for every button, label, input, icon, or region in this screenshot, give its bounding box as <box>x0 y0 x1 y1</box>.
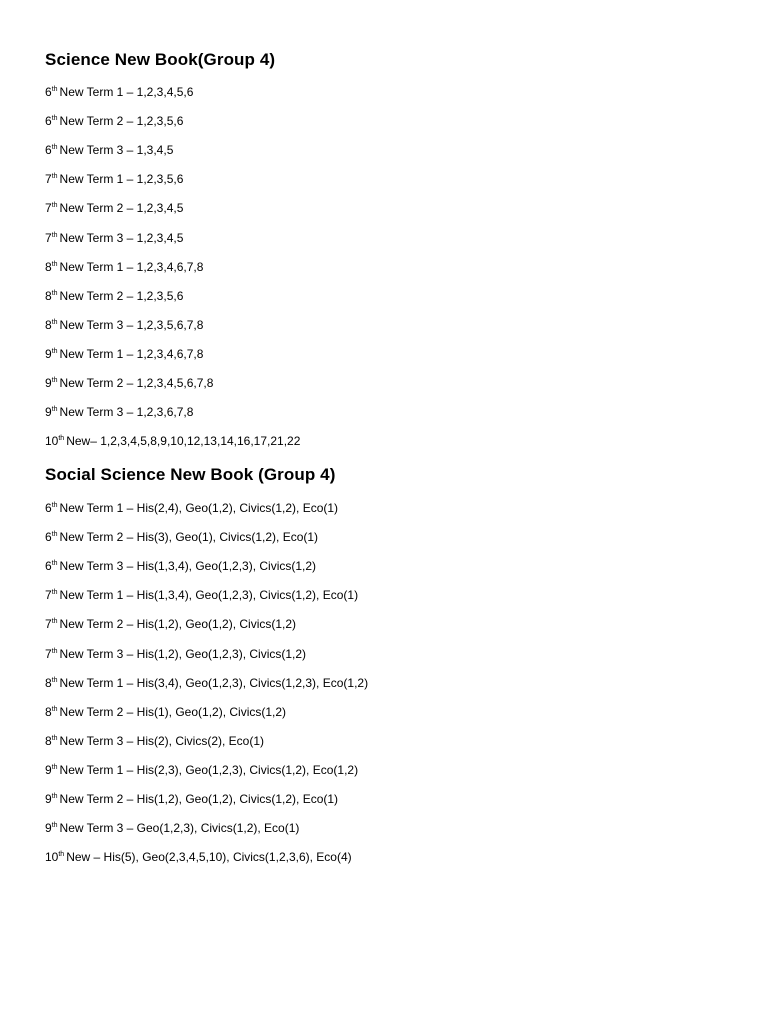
grade-ordinal-suffix: th <box>51 589 58 597</box>
science-item <box>45 318 203 332</box>
term-chapters: New Term 1 – 1,2,3,5,6 <box>59 172 184 187</box>
grade-number: 9 <box>45 376 52 390</box>
grade-number: 7 <box>45 230 52 245</box>
social_science-item <box>45 647 306 661</box>
social_science-item <box>45 559 316 573</box>
term-chapters: New Term 3 – Geo(1,2,3), Civics(1,2), Eco(1) <box>59 821 300 836</box>
grade-number: 10 <box>45 434 59 449</box>
grade-number: 7 <box>45 172 52 187</box>
term-chapters: New Term 3 – 1,2,3,5,6,7,8 <box>59 317 204 332</box>
grade-ordinal-suffix: th <box>51 822 58 830</box>
grade-number: 8 <box>45 288 52 303</box>
grade-ordinal-suffix: th <box>51 705 58 713</box>
grade-number: 7 <box>45 588 52 603</box>
grade-ordinal-suffix: th <box>51 560 58 568</box>
grade-ordinal-suffix: th <box>51 647 58 655</box>
grade-ordinal-suffix: th <box>51 502 58 509</box>
term-chapters: New Term 3 – His(2), Civics(2), Eco(1) <box>59 733 265 748</box>
term-chapters: New Term 2 – His(1,2), Geo(1,2), Civics(1,2) <box>59 617 297 632</box>
grade-number: 9 <box>45 762 52 777</box>
social_science-item <box>45 763 358 777</box>
science-item <box>45 231 183 245</box>
science-item <box>45 172 183 186</box>
grade-number: 9 <box>45 346 52 361</box>
grade-ordinal-suffix: th <box>51 289 58 297</box>
social_science-item <box>45 676 368 690</box>
science-item <box>45 143 173 157</box>
grade-ordinal-suffix: th <box>51 260 58 268</box>
grade-ordinal-suffix: th <box>51 86 58 93</box>
grade-ordinal-suffix: th <box>51 115 58 123</box>
science-item <box>45 114 183 128</box>
term-chapters: New Term 2 – His(1,2), Geo(1,2), Civics(1,2), Eco(1) <box>59 792 339 806</box>
social_science-item <box>45 792 338 806</box>
grade-ordinal-suffix: th <box>51 793 58 800</box>
grade-number: 6 <box>45 530 52 545</box>
science-item <box>45 289 183 303</box>
term-chapters: New Term 2 – 1,2,3,5,6 <box>59 288 184 303</box>
science-item <box>45 434 300 448</box>
term-chapters: New Term 1 – 1,2,3,4,6,7,8 <box>59 259 204 274</box>
term-chapters: New Term 2 – 1,2,3,4,5,6,7,8 <box>59 376 214 390</box>
grade-number: 8 <box>45 259 52 274</box>
term-chapters: New Term 2 – 1,2,3,5,6 <box>59 114 184 129</box>
social_science-item <box>45 501 338 515</box>
science-item <box>45 405 193 419</box>
term-chapters: New Term 3 – His(1,2), Geo(1,2,3), Civics(1,2) <box>59 646 307 661</box>
grade-number: 8 <box>45 733 52 748</box>
science-item <box>45 201 183 215</box>
grade-number: 7 <box>45 201 52 216</box>
term-chapters: New – His(5), Geo(2,3,4,5,10), Civics(1,2,3,6), Eco(4) <box>66 850 352 865</box>
term-chapters: New Term 3 – 1,2,3,6,7,8 <box>59 405 194 420</box>
social_science-item <box>45 705 286 719</box>
grade-number: 6 <box>45 143 52 158</box>
social_science-item <box>45 588 358 602</box>
grade-ordinal-suffix: th <box>51 173 58 181</box>
science-item <box>45 260 203 274</box>
term-chapters: New Term 2 – His(1), Geo(1,2), Civics(1,2) <box>59 704 287 719</box>
science-item <box>45 85 193 99</box>
grade-number: 9 <box>45 821 52 836</box>
science-heading: Science New Book(Group 4) <box>45 50 276 69</box>
term-chapters: New Term 3 – 1,3,4,5 <box>59 143 174 158</box>
grade-number: 9 <box>45 792 52 806</box>
term-chapters: New Term 3 – His(1,3,4), Geo(1,2,3), Civics(1,2) <box>59 559 317 574</box>
grade-ordinal-suffix: th <box>51 202 58 210</box>
grade-ordinal-suffix: th <box>51 734 58 742</box>
grade-ordinal-suffix: th <box>51 676 58 684</box>
grade-number: 8 <box>45 317 52 332</box>
grade-number: 6 <box>45 559 52 574</box>
grade-ordinal-suffix: th <box>51 318 58 326</box>
social-science-heading: Social Science New Book (Group 4) <box>45 465 336 484</box>
term-chapters: New Term 1 – 1,2,3,4,6,7,8 <box>59 346 204 361</box>
grade-number: 6 <box>45 501 52 515</box>
grade-number: 6 <box>45 114 52 129</box>
grade-number: 7 <box>45 617 52 632</box>
term-chapters: New Term 1 – His(3,4), Geo(1,2,3), Civics(1,2,3), Eco(1,2) <box>59 675 369 690</box>
social_science-item <box>45 821 299 835</box>
grade-ordinal-suffix: th <box>51 144 58 152</box>
grade-number: 10 <box>45 850 59 865</box>
term-chapters: New Term 1 – His(2,3), Geo(1,2,3), Civics(1,2), Eco(1,2) <box>59 762 359 777</box>
science-item <box>45 376 213 390</box>
term-chapters: New Term 2 – His(3), Geo(1), Civics(1,2), Eco(1) <box>59 530 319 545</box>
term-chapters: New Term 1 – 1,2,3,4,5,6 <box>59 85 194 99</box>
grade-ordinal-suffix: th <box>58 435 65 443</box>
social_science-item <box>45 530 318 544</box>
grade-ordinal-suffix: th <box>51 531 58 539</box>
grade-number: 7 <box>45 646 52 661</box>
grade-ordinal-suffix: th <box>51 347 58 355</box>
term-chapters: New Term 2 – 1,2,3,4,5 <box>59 201 184 216</box>
social_science-item <box>45 850 352 864</box>
grade-ordinal-suffix: th <box>51 231 58 239</box>
grade-ordinal-suffix: th <box>51 618 58 626</box>
grade-number: 8 <box>45 675 52 690</box>
grade-number: 6 <box>45 85 52 99</box>
social_science-item <box>45 617 296 631</box>
term-chapters: New Term 3 – 1,2,3,4,5 <box>59 230 184 245</box>
grade-number: 9 <box>45 405 52 420</box>
term-chapters: New Term 1 – His(2,4), Geo(1,2), Civics(1,2), Eco(1) <box>59 501 339 515</box>
grade-ordinal-suffix: th <box>58 851 65 859</box>
science-item <box>45 347 203 361</box>
grade-ordinal-suffix: th <box>51 763 58 771</box>
social_science-item <box>45 734 264 748</box>
grade-ordinal-suffix: th <box>51 406 58 414</box>
term-chapters: New– 1,2,3,4,5,8,9,10,12,13,14,16,17,21,22 <box>66 434 301 449</box>
grade-number: 8 <box>45 704 52 719</box>
grade-ordinal-suffix: th <box>51 377 58 384</box>
term-chapters: New Term 1 – His(1,3,4), Geo(1,2,3), Civics(1,2), Eco(1) <box>59 588 359 603</box>
